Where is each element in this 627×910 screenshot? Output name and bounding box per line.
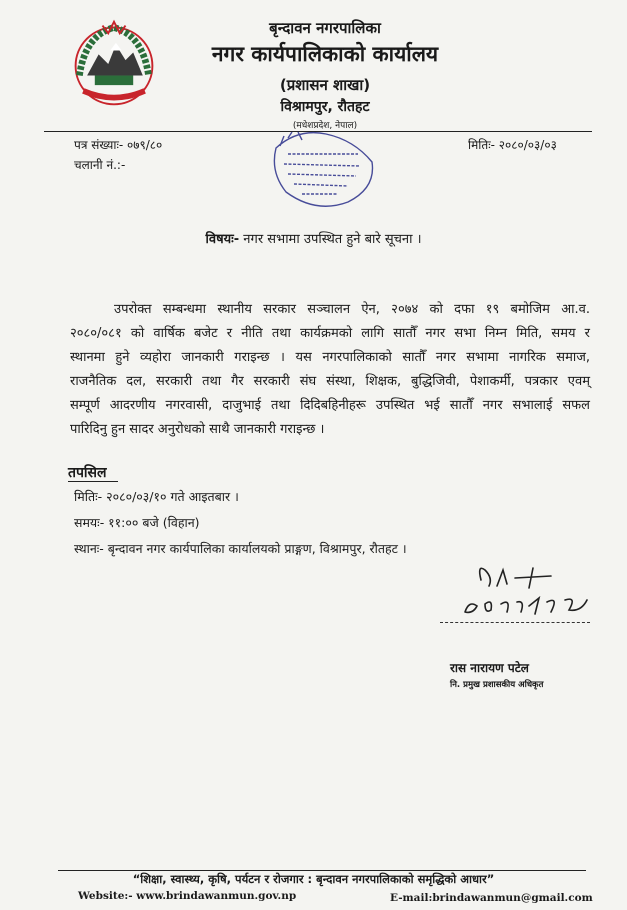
body-line: पारिदिनु हुन सादर अनुरोधको साथै जानकारी गराइन्छ । xyxy=(70,422,325,437)
footer-slogan: “शिक्षा, स्वास्थ्य, कृषि, पर्यटन र रोजगार : बृन्दावन नगरपालिकाको समृद्धिको आधार” xyxy=(132,872,495,886)
handwritten-signature xyxy=(455,560,605,620)
office-address: विश्रामपुर, रौतहट xyxy=(280,99,370,115)
letter-number: पत्र संख्याः- ०७९/८० xyxy=(74,138,163,152)
meeting-venue: स्थानः- बृन्दावन नगर कार्यपालिका कार्यालयको प्राङ्गण, विश्रामपुर, रौतहट । xyxy=(74,541,407,556)
body-line: राजनैतिक दल, सरकारी तथा गैर सरकारी संघ संस्था, शिक्षक, बुद्धिजिवी, पेशाकर्मी, पत्रकार एवम् xyxy=(70,374,590,389)
province-address: (मधेशप्रदेश, नेपाल) xyxy=(292,121,358,131)
nepal-emblem-logo xyxy=(66,16,162,112)
dispatch-number: चलानी नं.:- xyxy=(74,158,126,172)
signature-line xyxy=(440,622,590,623)
body-paragraph xyxy=(70,298,590,442)
tapsil-underline xyxy=(68,481,118,482)
body-line: सम्पूर्ण आदरणीय नगरवासी, दाजुभाई तथा दिदिबहिनीहरू उपस्थित भई सातौँ नगर सभालाई सफल xyxy=(70,398,590,413)
subject-line xyxy=(0,229,627,247)
body-line: उपरोक्त सम्बन्धमा स्थानीय सरकार सञ्चालन ऐन, २०७४ को दफा १९ बमोजिम आ.व. xyxy=(114,302,590,317)
letter-date: मितिः- २०८०/०३/०३ xyxy=(468,138,557,152)
body-line: स्थानमा हुने व्यहोरा जानकारी गराइन्छ । यस नगरपालिकाको सातौँ नगर सभामा नागरिक समाज, xyxy=(70,350,590,365)
municipality-name: बृन्दावन नगरपालिका xyxy=(269,19,381,37)
meeting-time: समयः- ११:०० बजे (विहान) xyxy=(74,515,200,530)
footer-divider xyxy=(58,870,586,871)
signatory-name: रास नारायण पटेल xyxy=(450,661,529,675)
office-stamp xyxy=(268,128,380,210)
footer-email: E-mail:brindawanmun@gmail.com xyxy=(390,892,593,904)
subject-text: नगर सभामा उपस्थित हुने बारे सूचना । xyxy=(243,232,422,247)
body-line: २०८०/०८१ को वार्षिक बजेट र नीति तथा कार्यक्रमको लागि सातौँ नगर सभा निम्न मिति, समय र xyxy=(70,326,590,341)
office-name: नगर कार्यपालिकाको कार्यालय xyxy=(211,42,439,66)
meeting-date: मितिः- २०८०/०३/१० गते आइतबार । xyxy=(74,489,239,504)
signatory-title: नि. प्रमुख प्रशासकीय अधिकृत xyxy=(450,680,544,690)
tapsil-heading: तपसिल xyxy=(68,465,107,481)
footer-website: Website:- www.brindawanmun.gov.np xyxy=(78,890,297,902)
subject-label: विषयः- xyxy=(205,232,240,247)
branch-name: (प्रशासन शाखा) xyxy=(279,76,371,94)
